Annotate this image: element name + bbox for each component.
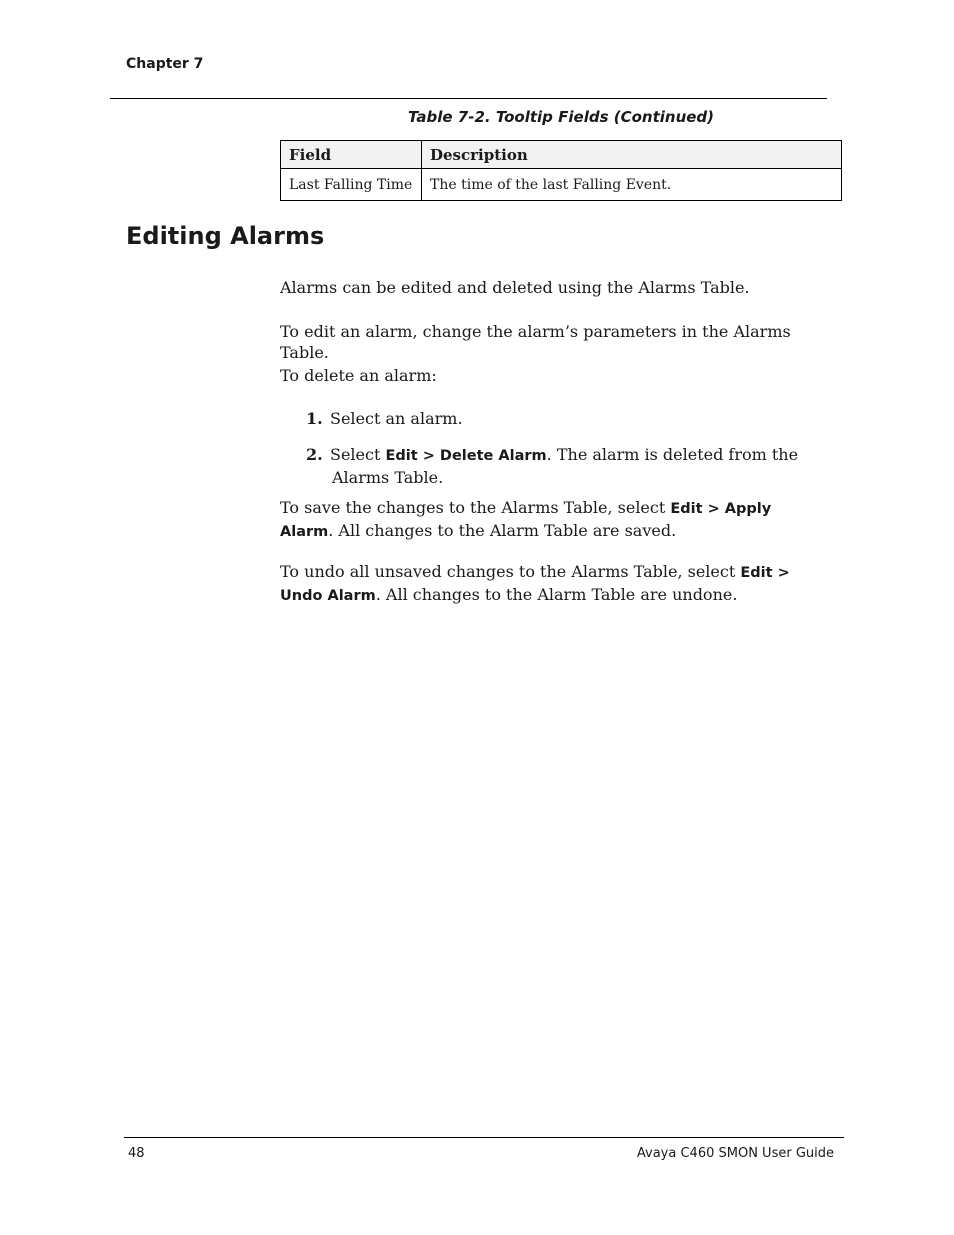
- chapter-label: Chapter 7: [126, 56, 204, 72]
- table-header-row: [281, 141, 842, 169]
- table-row: [281, 169, 842, 201]
- document-title: Avaya C460 SMON User Guide: [636, 1146, 834, 1161]
- menu-command: Edit > Undo Alarm: [280, 565, 790, 604]
- undo-text: To undo all unsaved changes to the Alarms Table, select: [280, 562, 741, 581]
- header-divider: [110, 98, 827, 99]
- step-number: 2.: [306, 445, 323, 464]
- edit-paragraph: To edit an alarm, change the alarm’s parameters in the Alarms Table.: [280, 322, 791, 362]
- page-number: 48: [128, 1146, 145, 1161]
- step-text-after: . The alarm is deleted from the Alarms Table.: [332, 445, 799, 487]
- undo-paragraph: [280, 561, 825, 607]
- step-text: Select an alarm.: [330, 409, 463, 428]
- footer-divider: [124, 1137, 844, 1138]
- step-item: [306, 444, 852, 488]
- column-header-description: Description: [422, 141, 842, 169]
- save-text: To save the changes to the Alarms Table, select: [280, 498, 671, 517]
- column-header-field: Field: [281, 141, 422, 169]
- tooltip-fields-table: [280, 140, 842, 201]
- undo-text-after: . All changes to the Alarm Table are undone.: [375, 585, 738, 604]
- save-text-after: . All changes to the Alarm Table are saved.: [328, 521, 677, 540]
- delete-lead-paragraph: To delete an alarm:: [280, 366, 437, 385]
- intro-paragraph: Alarms can be edited and deleted using the Alarms Table.: [280, 278, 750, 297]
- step-item: [306, 408, 852, 429]
- section-heading: Editing Alarms: [126, 222, 325, 250]
- step-text: Select: [330, 445, 386, 464]
- save-paragraph: [280, 497, 825, 543]
- menu-command: Edit > Delete Alarm: [385, 448, 547, 464]
- step-number: 1.: [306, 409, 323, 428]
- table-cell-field: Last Falling Time: [281, 169, 422, 201]
- table-cell-description: The time of the last Falling Event.: [422, 169, 842, 201]
- table-caption: Table 7-2. Tooltip Fields (Continued): [407, 108, 715, 126]
- menu-command: Edit > Apply Alarm: [280, 501, 772, 540]
